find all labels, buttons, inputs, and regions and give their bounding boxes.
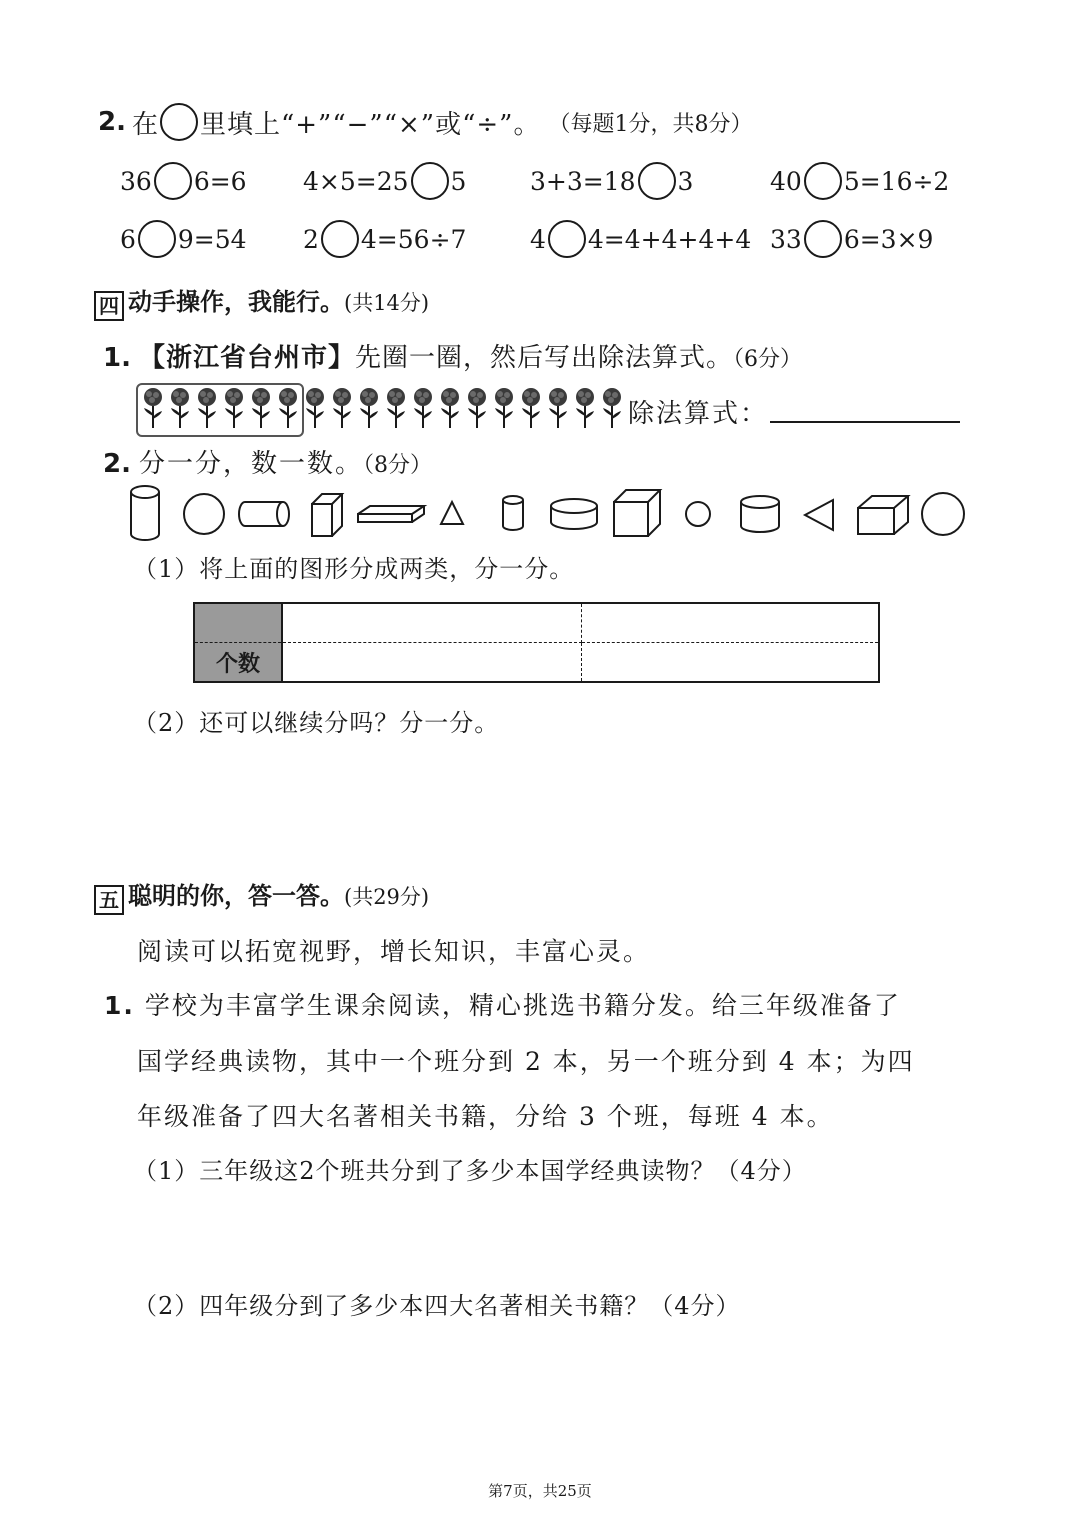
s4-q1-text: 先圈一圈，然后写出除法算式。 xyxy=(354,343,733,373)
flower-icon xyxy=(464,386,491,430)
cylinder-tall-shape xyxy=(131,486,159,540)
s4-q1-tag: 【浙江省台州市】 xyxy=(138,343,355,373)
shapes-row xyxy=(120,482,980,546)
section4-title: 动手操作，我能行。 xyxy=(128,288,344,316)
flower-icon xyxy=(329,386,356,430)
s4-q2-sub1: （1）将上面的图形分成两类，分一分。 xyxy=(133,555,575,583)
equation-left: 6 xyxy=(120,224,136,254)
section4-badge: 四 xyxy=(94,291,124,321)
flower-icon xyxy=(221,386,248,430)
equation-left: 36 xyxy=(120,166,152,196)
s4-q1-score: （6分） xyxy=(733,347,802,372)
q2-title xyxy=(98,103,752,141)
section5-intro: 阅读可以拓宽视野，增长知识，丰富心灵。 xyxy=(137,937,651,966)
s4-q2-sub2: （2）还可以继续分吗？分一分。 xyxy=(133,709,500,737)
flower-icon xyxy=(302,386,329,430)
flower-icon xyxy=(410,386,437,430)
flower-row xyxy=(140,386,626,430)
category-2-cell[interactable] xyxy=(582,603,880,643)
division-label: 除法算式： xyxy=(628,399,769,429)
count-label: 个数 xyxy=(194,643,282,683)
flower-icon xyxy=(599,386,626,430)
equation-right: 4=56÷7 xyxy=(360,224,467,254)
equation-right: 6=6 xyxy=(193,166,247,196)
answer-circle[interactable] xyxy=(804,162,842,200)
flower-icon xyxy=(383,386,410,430)
flower-icon xyxy=(167,386,194,430)
triangle-left-shape xyxy=(805,500,833,530)
count-1-cell[interactable] xyxy=(282,643,582,683)
cylinder-medium-shape xyxy=(741,496,779,532)
answer-circle[interactable] xyxy=(411,162,449,200)
flower-icon xyxy=(545,386,572,430)
q2-text-b: 里填上“+”“−”“×”或“÷”。 xyxy=(199,109,541,140)
page-footer: 第7页，共25页 xyxy=(488,1482,592,1500)
category-1-cell[interactable] xyxy=(282,603,582,643)
flower-icon xyxy=(248,386,275,430)
equation-right: 5 xyxy=(450,166,467,196)
circle-small-shape xyxy=(686,502,710,526)
circle-shape xyxy=(922,493,964,535)
section5-score: (共29分) xyxy=(344,885,430,909)
equation-left: 4×5=25 xyxy=(303,166,409,196)
cuboid-wide-shape xyxy=(858,496,908,534)
circle-shape xyxy=(184,494,224,534)
flower-icon xyxy=(572,386,599,430)
table-header-cell xyxy=(194,603,282,643)
classification-table xyxy=(193,602,880,683)
section5-badge: 五 xyxy=(94,885,124,915)
s4-q1-title xyxy=(103,337,802,374)
flower-icon xyxy=(140,386,167,430)
flower-icon xyxy=(518,386,545,430)
flower-icon xyxy=(491,386,518,430)
equation-1 xyxy=(120,162,247,200)
equation-4 xyxy=(770,162,949,200)
equation-left: 33 xyxy=(770,224,802,254)
answer-circle[interactable] xyxy=(138,220,176,258)
s5-q1-line3: 年级准备了四大名著相关书籍，分给 3 个班，每班 4 本。 xyxy=(137,1102,834,1131)
equation-left: 3+3=18 xyxy=(530,166,636,196)
count-2-cell[interactable] xyxy=(582,643,880,683)
blank-circle xyxy=(160,103,198,141)
section4-heading xyxy=(94,282,429,321)
equation-left: 4 xyxy=(530,224,546,254)
equation-right: 5=16÷2 xyxy=(843,166,950,196)
equation-6 xyxy=(303,220,466,258)
q2-number: 2. xyxy=(98,107,126,137)
cube-shape xyxy=(614,490,660,536)
q2-score: （每题1分，共8分） xyxy=(548,111,753,137)
flower-icon xyxy=(194,386,221,430)
equation-8 xyxy=(770,220,933,258)
equation-left: 40 xyxy=(770,166,802,196)
equation-7 xyxy=(530,220,751,258)
cuboid-flat-shape xyxy=(358,506,424,522)
equation-2 xyxy=(303,162,466,200)
s4-q2-title xyxy=(103,443,432,480)
answer-circle[interactable] xyxy=(321,220,359,258)
answer-circle[interactable] xyxy=(804,220,842,258)
flower-icon xyxy=(437,386,464,430)
section4-score: (共14分) xyxy=(344,291,430,315)
equation-right: 3 xyxy=(677,166,694,196)
triangle-shape xyxy=(441,502,463,524)
equation-right: 6=3×9 xyxy=(843,224,934,254)
section5-heading xyxy=(94,876,429,915)
flower-icon xyxy=(356,386,383,430)
s5-q1-number: 1. xyxy=(104,991,135,1020)
equation-5 xyxy=(120,220,247,258)
s5-q1-line1 xyxy=(104,986,901,1022)
answer-circle[interactable] xyxy=(638,162,676,200)
section5-title: 聪明的你，答一答。 xyxy=(128,882,344,910)
flower-icon xyxy=(275,386,302,430)
equation-right: 4=4+4+4+4 xyxy=(587,224,752,254)
cylinder-wide-shape xyxy=(551,499,597,529)
s5-q1-line2: 国学经典读物，其中一个班分到 2 本，另一个班分到 4 本；为四 xyxy=(137,1047,915,1076)
s5-q1-sub2: （2）四年级分到了多少本四大名著相关书籍？（4分） xyxy=(133,1292,741,1320)
s5-q1-text: 学校为丰富学生课余阅读，精心挑选书籍分发。给三年级准备了 xyxy=(144,991,901,1020)
s4-q1-number: 1. xyxy=(103,343,131,373)
cylinder-small-shape xyxy=(503,496,523,530)
division-answer-line[interactable] xyxy=(770,421,960,423)
s5-q1-sub1: （1）三年级这2个班共分到了多少本国学经典读物？（4分） xyxy=(133,1157,807,1185)
cuboid-shape xyxy=(312,494,342,536)
equation-left: 2 xyxy=(303,224,319,254)
s4-q2-score: （8分） xyxy=(362,453,432,478)
answer-circle[interactable] xyxy=(154,162,192,200)
equation-3 xyxy=(530,162,693,200)
cylinder-lying-shape xyxy=(239,502,289,526)
equation-right: 9=54 xyxy=(177,224,247,254)
s4-q2-number: 2. xyxy=(103,449,131,479)
q2-text-a: 在 xyxy=(131,109,158,140)
answer-circle[interactable] xyxy=(548,220,586,258)
s4-q2-text: 分一分，数一数。 xyxy=(138,449,363,479)
